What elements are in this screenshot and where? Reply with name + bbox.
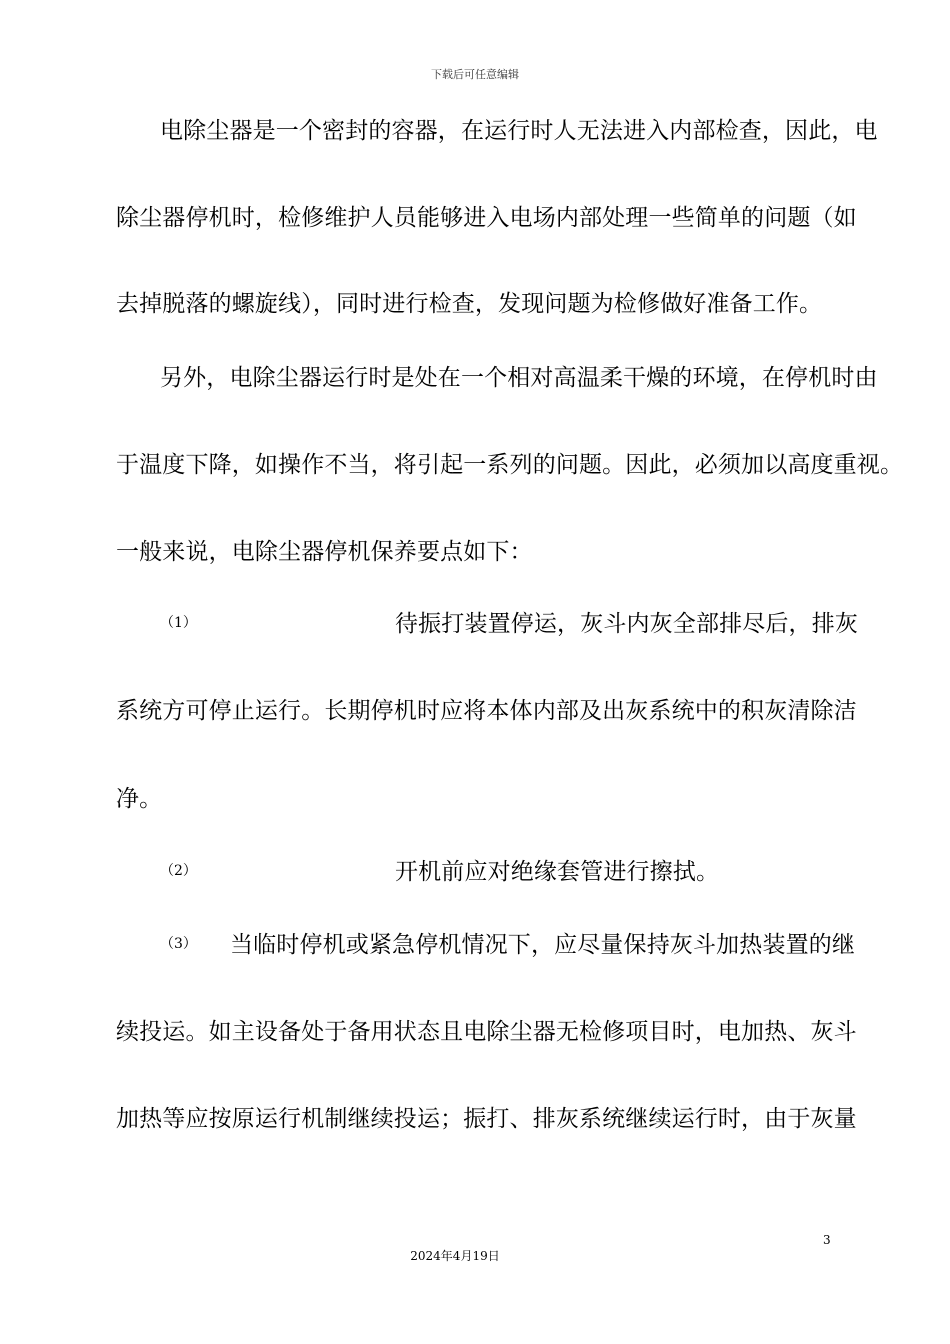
list-item-line: 待振打装置停运，灰斗内灰全部排尽后，排灰 <box>395 611 858 637</box>
paragraph-line: 一般来说，电除尘器停机保养要点如下： <box>116 539 533 565</box>
paragraph-line: 于温度下降，如操作不当，将引起一系列的问题。因此，必须加以高度重视。 <box>116 452 904 478</box>
paragraph-line: 去掉脱落的螺旋线），同时进行检查，发现问题为检修做好准备工作。 <box>116 291 823 317</box>
list-item-line: 系统方可停止运行。长期停机时应将本体内部及出灰系统中的积灰清除洁 <box>116 698 857 724</box>
list-item-line: 当临时停机或紧急停机情况下，应尽量保持灰斗加热装置的继 <box>230 932 856 958</box>
list-item-number: （1） <box>160 615 197 631</box>
list-item-line: 加热等应按原运行机制继续投运；振打、排灰系统继续运行时，由于灰量 <box>116 1106 857 1132</box>
list-item-line: 净。 <box>116 786 163 812</box>
paragraph-line: 除尘器停机时，检修维护人员能够进入电场内部处理一些简单的问题（如 <box>116 205 857 231</box>
list-item-number: （2） <box>160 863 197 879</box>
list-item-line: 开机前应对绝缘套管进行擦拭。 <box>395 859 720 885</box>
page-number: 3 <box>823 1233 831 1247</box>
paragraph-line: 电除尘器是一个密封的容器，在运行时人无法进入内部检查，因此，电 <box>160 118 878 144</box>
list-item-number: （3） <box>160 936 197 952</box>
footer-date: 2024年4月19日 <box>410 1249 500 1263</box>
page-header: 下载后可任意编辑 <box>431 68 519 81</box>
paragraph-line: 另外，电除尘器运行时是处在一个相对高温柔干燥的环境，在停机时由 <box>160 365 878 391</box>
list-item-line: 续投运。如主设备处于备用状态且电除尘器无检修项目时，电加热、灰斗 <box>116 1019 857 1045</box>
